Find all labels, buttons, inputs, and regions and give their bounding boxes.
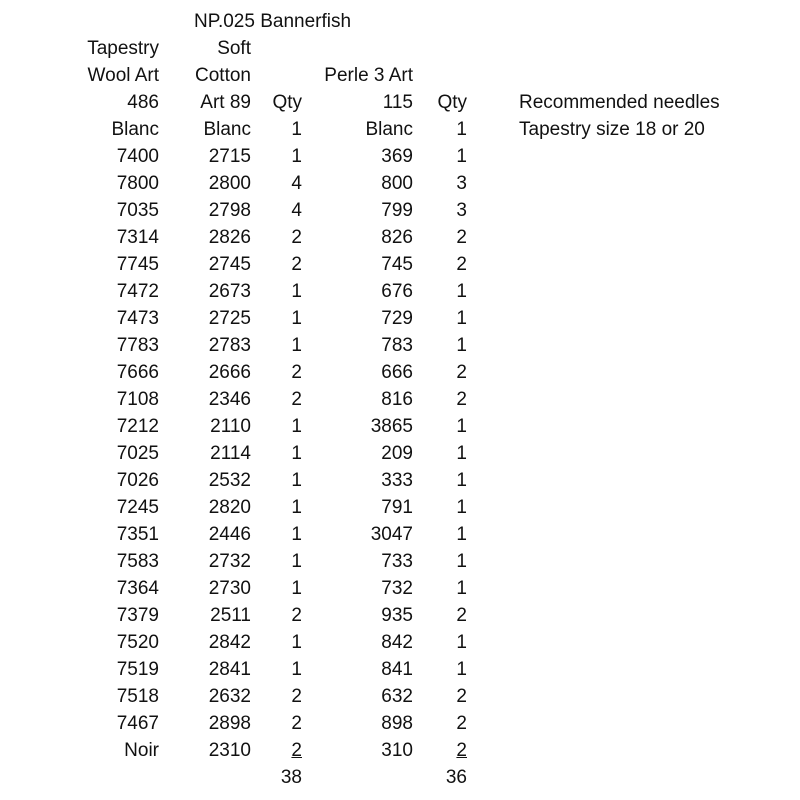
total-cotton-qty: 38 bbox=[280, 767, 302, 788]
cotton-code: 2715 bbox=[208, 146, 251, 167]
wool-code: 7035 bbox=[116, 200, 159, 221]
cotton-qty: 1 bbox=[291, 146, 302, 167]
cotton-qty: 2 bbox=[291, 713, 302, 734]
cotton-qty: 2 bbox=[291, 362, 302, 383]
cotton-code: 2826 bbox=[208, 227, 251, 248]
cotton-code: 2745 bbox=[208, 254, 251, 275]
perle-code: 799 bbox=[381, 200, 413, 221]
wool-code: 7025 bbox=[116, 443, 159, 464]
cotton-code: 2114 bbox=[210, 443, 251, 464]
cotton-code: 2842 bbox=[208, 632, 251, 653]
cotton-qty: 1 bbox=[291, 416, 302, 437]
cotton-code: 2310 bbox=[208, 740, 251, 761]
perle-code: 842 bbox=[381, 632, 413, 653]
header-cotton: Cotton bbox=[195, 65, 251, 86]
wool-code: Noir bbox=[124, 740, 159, 761]
cotton-code: 2346 bbox=[208, 389, 251, 410]
wool-code: 7473 bbox=[116, 308, 159, 329]
perle-code: 733 bbox=[381, 551, 413, 572]
perle-code: 783 bbox=[381, 335, 413, 356]
page-title: NP.025 Bannerfish bbox=[194, 11, 352, 32]
cotton-code: 2730 bbox=[208, 578, 251, 599]
perle-qty: 3 bbox=[456, 173, 467, 194]
perle-qty: 3 bbox=[456, 200, 467, 221]
perle-code: 3047 bbox=[370, 524, 413, 545]
wool-code: 7666 bbox=[116, 362, 159, 383]
wool-code: 7026 bbox=[116, 470, 159, 491]
header-wool: Wool Art bbox=[87, 65, 159, 86]
wool-code: 7519 bbox=[116, 659, 159, 680]
wool-code: 7351 bbox=[116, 524, 159, 545]
perle-code: 666 bbox=[381, 362, 413, 383]
cotton-qty: 1 bbox=[291, 659, 302, 680]
perle-qty: 2 bbox=[456, 686, 467, 707]
perle-code: 898 bbox=[381, 713, 413, 734]
cotton-qty: 1 bbox=[291, 524, 302, 545]
perle-qty: 2 bbox=[456, 605, 467, 626]
wool-code: 7800 bbox=[116, 173, 159, 194]
perle-qty: 1 bbox=[456, 146, 467, 167]
cotton-qty: 2 bbox=[291, 740, 302, 761]
wool-code: 7245 bbox=[116, 497, 159, 518]
perle-qty: 1 bbox=[456, 470, 467, 491]
perle-qty: 1 bbox=[456, 443, 467, 464]
cotton-qty: 2 bbox=[291, 389, 302, 410]
perle-code: 800 bbox=[381, 173, 413, 194]
header-wool: 486 bbox=[127, 92, 159, 113]
cotton-qty: 1 bbox=[291, 578, 302, 599]
perle-code: 935 bbox=[381, 605, 413, 626]
cotton-qty: 4 bbox=[291, 173, 302, 194]
wool-code: 7212 bbox=[116, 416, 159, 437]
total-perle-qty: 36 bbox=[445, 767, 467, 788]
perle-qty: 1 bbox=[456, 119, 467, 140]
perle-code: 841 bbox=[381, 659, 413, 680]
perle-code: 3865 bbox=[370, 416, 413, 437]
perle-code: 310 bbox=[381, 740, 413, 761]
wool-code: 7472 bbox=[116, 281, 159, 302]
perle-qty: 2 bbox=[456, 713, 467, 734]
wool-code: 7518 bbox=[116, 686, 159, 707]
perle-qty: 1 bbox=[456, 497, 467, 518]
cotton-code: 2820 bbox=[208, 497, 251, 518]
needles-label: Recommended needles bbox=[519, 92, 720, 113]
perle-code: 732 bbox=[381, 578, 413, 599]
perle-code: 369 bbox=[381, 146, 413, 167]
cotton-code: 2800 bbox=[208, 173, 251, 194]
header-perle: Perle 3 Art bbox=[324, 65, 413, 86]
cotton-code: 2446 bbox=[208, 524, 251, 545]
cotton-code: 2798 bbox=[208, 200, 251, 221]
perle-code: 729 bbox=[381, 308, 413, 329]
perle-qty: 1 bbox=[456, 281, 467, 302]
cotton-code: 2673 bbox=[208, 281, 251, 302]
perle-qty: 2 bbox=[456, 227, 467, 248]
cotton-code: 2841 bbox=[208, 659, 251, 680]
cotton-code: 2532 bbox=[208, 470, 251, 491]
wool-code: 7783 bbox=[116, 335, 159, 356]
perle-qty: 1 bbox=[456, 578, 467, 599]
cotton-qty: 1 bbox=[291, 632, 302, 653]
wool-code: 7314 bbox=[116, 227, 159, 248]
perle-code: 676 bbox=[381, 281, 413, 302]
header-cotton: Soft bbox=[217, 38, 251, 59]
perle-code: 632 bbox=[381, 686, 413, 707]
perle-code: 745 bbox=[381, 254, 413, 275]
needles-value: Tapestry size 18 or 20 bbox=[519, 119, 705, 140]
cotton-qty: 1 bbox=[291, 470, 302, 491]
cotton-code: 2511 bbox=[210, 605, 251, 626]
perle-qty: 2 bbox=[456, 362, 467, 383]
perle-qty: 1 bbox=[456, 632, 467, 653]
cotton-qty: 1 bbox=[291, 551, 302, 572]
wool-code: 7364 bbox=[116, 578, 159, 599]
wool-code: 7520 bbox=[116, 632, 159, 653]
perle-qty: 1 bbox=[456, 551, 467, 572]
perle-qty: 1 bbox=[456, 524, 467, 545]
perle-code: Blanc bbox=[365, 119, 413, 140]
wool-code: 7583 bbox=[116, 551, 159, 572]
cotton-qty: 2 bbox=[291, 227, 302, 248]
header-qty-perle: Qty bbox=[437, 92, 467, 113]
cotton-qty: 1 bbox=[291, 497, 302, 518]
cotton-code: 2898 bbox=[208, 713, 251, 734]
perle-code: 816 bbox=[381, 389, 413, 410]
cotton-qty: 1 bbox=[291, 443, 302, 464]
wool-code: 7467 bbox=[116, 713, 159, 734]
cotton-code: 2725 bbox=[208, 308, 251, 329]
perle-qty: 2 bbox=[456, 254, 467, 275]
cotton-code: 2632 bbox=[208, 686, 251, 707]
perle-qty: 1 bbox=[456, 308, 467, 329]
wool-code: 7745 bbox=[116, 254, 159, 275]
perle-qty: 1 bbox=[456, 416, 467, 437]
header-qty-cotton: Qty bbox=[272, 92, 302, 113]
perle-code: 209 bbox=[381, 443, 413, 464]
wool-code: 7400 bbox=[116, 146, 159, 167]
cotton-code: 2666 bbox=[208, 362, 251, 383]
header-perle: 115 bbox=[382, 92, 413, 113]
wool-code: 7108 bbox=[116, 389, 159, 410]
cotton-qty: 4 bbox=[291, 200, 302, 221]
cotton-code: 2783 bbox=[208, 335, 251, 356]
cotton-qty: 1 bbox=[291, 308, 302, 329]
perle-code: 826 bbox=[381, 227, 413, 248]
wool-code: Blanc bbox=[111, 119, 159, 140]
cotton-qty: 2 bbox=[291, 686, 302, 707]
cotton-qty: 1 bbox=[291, 281, 302, 302]
perle-code: 333 bbox=[381, 470, 413, 491]
perle-qty: 2 bbox=[456, 389, 467, 410]
cotton-qty: 1 bbox=[291, 119, 302, 140]
cotton-qty: 2 bbox=[291, 605, 302, 626]
perle-code: 791 bbox=[381, 497, 413, 518]
cotton-qty: 2 bbox=[291, 254, 302, 275]
cotton-code: 2110 bbox=[210, 416, 251, 437]
header-cotton: Art 89 bbox=[200, 92, 251, 113]
cotton-code: 2732 bbox=[208, 551, 251, 572]
header-wool: Tapestry bbox=[87, 38, 159, 59]
perle-qty: 1 bbox=[456, 659, 467, 680]
cotton-qty: 1 bbox=[291, 335, 302, 356]
cotton-code: Blanc bbox=[203, 119, 251, 140]
perle-qty: 1 bbox=[456, 335, 467, 356]
wool-code: 7379 bbox=[116, 605, 159, 626]
perle-qty: 2 bbox=[456, 740, 467, 761]
